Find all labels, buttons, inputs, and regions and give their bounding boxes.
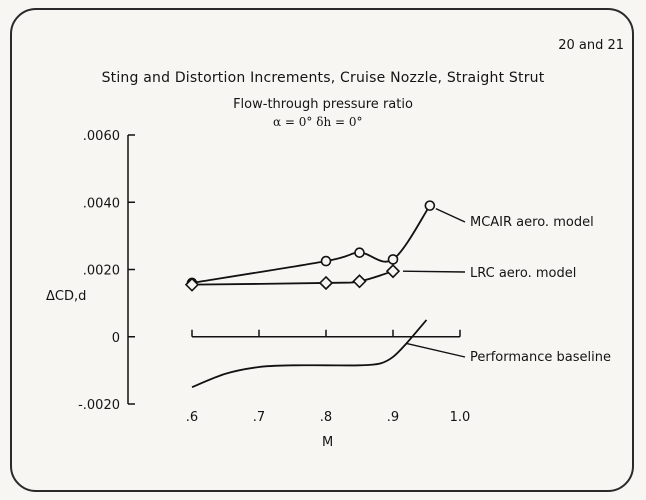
lrc-data-point [387, 265, 399, 277]
x-tick-label: 1.0 [449, 410, 471, 425]
legend-baseline-leader-line [406, 343, 465, 357]
x-tick-label: .8 [319, 410, 333, 425]
y-tick-label: .0060 [82, 129, 120, 144]
legend-lrc-leader-line [403, 271, 465, 272]
mcair-data-point [425, 201, 434, 210]
x-axis-label: M [322, 435, 334, 450]
lrc-data-point [320, 277, 332, 289]
mcair-data-point [389, 255, 398, 264]
y-tick-label: 0 [111, 330, 120, 346]
legend-mcair-label: MCAIR aero. model [470, 215, 594, 230]
legend-mcair-leader-line [436, 209, 465, 222]
legend-lrc-label: LRC aero. model [470, 266, 577, 281]
y-tick-label: -.0020 [78, 398, 120, 413]
y-axis-label: ΔCD,d [46, 289, 87, 304]
mcair-data-point [322, 257, 331, 266]
lrc-data-point [354, 275, 366, 287]
series-line-3 [192, 320, 427, 387]
y-tick-label: .0020 [82, 263, 120, 279]
chart-title: Sting and Distortion Increments, Cruise Nozzle, Straight Strut [101, 70, 545, 86]
x-tick-label: .9 [386, 410, 400, 425]
x-tick-label: .6 [185, 410, 199, 425]
legend-baseline-label: Performance baseline [470, 350, 611, 365]
chart-conditions: α = 0° δh = 0° [273, 115, 363, 129]
y-tick-label: .0040 [82, 196, 120, 212]
chart-subtitle: Flow-through pressure ratio [233, 97, 413, 112]
x-tick-label: .7 [252, 410, 266, 425]
page-number: 20 and 21 [558, 38, 624, 53]
mcair-data-point [355, 248, 364, 257]
